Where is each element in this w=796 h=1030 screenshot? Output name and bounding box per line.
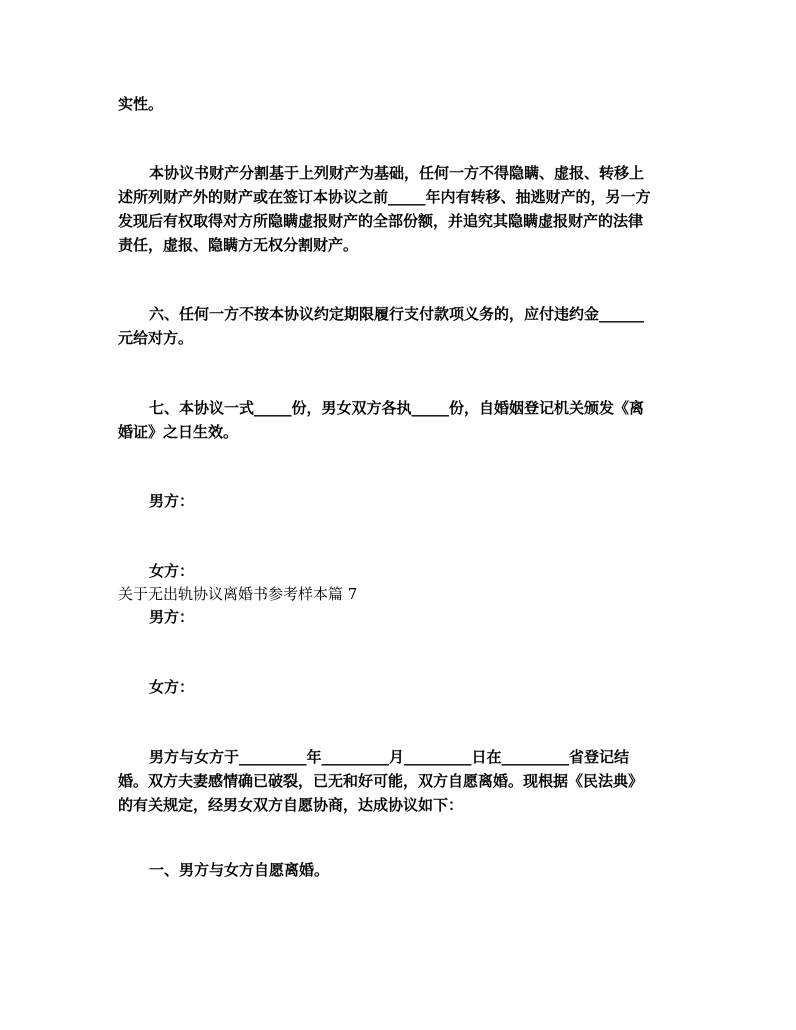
- paragraph-line: 实性。: [118, 95, 164, 113]
- paragraph-line: 的有关规定，经男女双方自愿协商，达成协议如下：: [118, 796, 464, 814]
- paragraph-line: 男方与女方于_________年_________月_________日在_________省登记结: [149, 748, 630, 766]
- clause-seven-line: 七、本协议一式_____份，男女双方各执_____份，自婚姻登记机关颁发《离: [149, 399, 645, 417]
- clause-six-line: 六、任何一方不按本协议约定期限履行支付款项义务的，应付违约金______: [149, 305, 645, 323]
- female-party-label: 女方：: [149, 678, 195, 696]
- section-heading: 关于无出轨协议离婚书参考样本篇 7: [118, 585, 358, 603]
- female-party-label: 女方：: [149, 562, 195, 580]
- clause-six-line: 元给对方。: [118, 329, 194, 347]
- paragraph-line: 发现后有权取得对方所隐瞒虚报财产的全部份额，并追究其隐瞒虚报财产的法律: [118, 212, 644, 230]
- clause-seven-line: 婚证》之日生效。: [118, 423, 239, 441]
- paragraph-line: 责任，虚报、隐瞒方无权分割财产。: [118, 236, 359, 254]
- paragraph-line: 述所列财产外的财产或在签订本协议之前_____年内有转移、抽逃财产的，另一方: [118, 188, 651, 206]
- male-party-label: 男方：: [149, 608, 195, 626]
- clause-one-line: 一、男方与女方自愿离婚。: [149, 861, 330, 879]
- male-party-label: 男方：: [149, 492, 195, 510]
- paragraph-line: 本协议书财产分割基于上列财产为基础，任何一方不得隐瞒、虚报、转移上: [149, 164, 645, 182]
- paragraph-line: 婚。双方夫妻感情确已破裂，已无和好可能，双方自愿离婚。现根据《民法典》: [118, 772, 644, 790]
